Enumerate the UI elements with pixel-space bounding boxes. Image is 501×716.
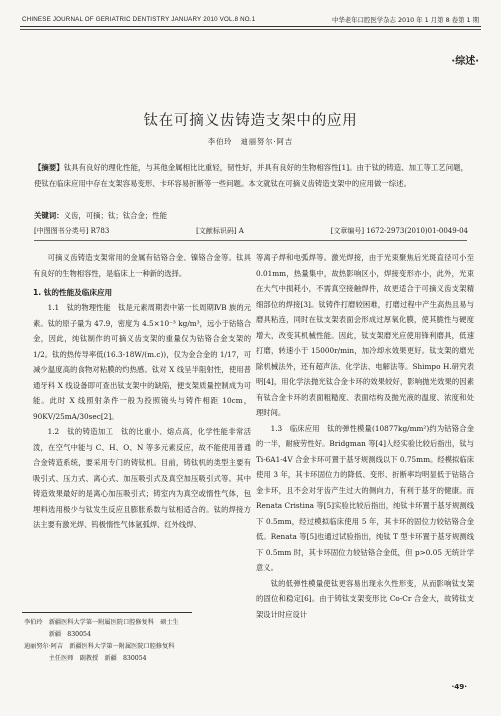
header-rule-thin <box>20 29 481 30</box>
classification-line <box>34 226 468 236</box>
footnote-line: 李伯玲 新疆医科大学第一附属医院口腔修复科 硕士生 <box>24 619 179 626</box>
keywords-text: 义齿，可摘；钛；钛合金；性能 <box>63 211 168 220</box>
clc-number: [中图图书分类号] R783 <box>34 227 110 235</box>
abstract-label: 【摘要】 <box>34 163 64 172</box>
section-heading-1: 1. 钛的性能及临床应用 <box>33 288 113 297</box>
abstract <box>34 160 468 191</box>
paragraph-casting: 1.2 钛的铸造加工 钛的比重小、熔点高，化学性能非常活泼，在空气中能与 C、H、O、N 等多元素反应，故不能使用普通合金铸造系统，要采用专门的铸钛机。目前，铸钛机的类型主要有吸引式、压力式、离心式、加压吸引式及真空加压吸引式等。其中铸造效果最好的是离心加压吸引式；铸室内为真空或惰性气体，包埋料选用极少与钛发生反应且膨胀系数与钛相适合的。钛的焊接方法主要有激光焊、钨极惰性气体氩弧焊、红外线焊、 <box>33 427 251 529</box>
article-title: 钛在可摘义齿铸造支架中的应用 <box>143 113 358 129</box>
keywords <box>34 210 167 221</box>
article-authors: 李伯玲 迪丽努尔·阿吉 <box>207 137 294 146</box>
footnote-line: 主任医师 副教授 新疆 830054 <box>24 655 147 662</box>
abstract-divider <box>34 240 467 241</box>
abstract-text: 钛具有良好的理化性能，与其他金属相比比重轻，韧性好，并具有良好的生物相容性[1]。由于钛的铸造、加工等工艺问题，使钛在临床应用中存在支架容易变形、卡环容易折断等一些问题。本文就钛在可摘义齿铸造支架中的应用做一综述。 <box>34 163 468 188</box>
document-code: [文献标识码] A <box>196 227 244 235</box>
left-column <box>33 250 251 533</box>
paragraph-modulus: 钛的低弹性模量使钛更容易出现永久性形变，从而影响钛支架的固位和稳定[6]。由于铸钛支架变形比 Co-Cr 合金大，故铸钛支架设计时应设计 <box>256 578 474 619</box>
footnote-line: 新疆 830054 <box>24 631 91 638</box>
section-tag: ·综述· <box>451 56 479 67</box>
journal-header-en: CHINESE JOURNAL OF GERIATRIC DENTISTRY JANUARY 2010 VOL.8 NO.1 <box>22 16 256 23</box>
right-column <box>256 250 474 622</box>
header-rule <box>20 26 481 27</box>
paragraph-welding: 等离子焊和电弧焊等。激光焊接，由于光束聚焦后光斑直径可小至 0.01mm，热量集中，故热影响区小，焊接变形亦小，此外，光束在大气中损耗小，不需真空接触焊件，故更适合于可摘义齿支架精细部位的焊接[3]。钛铸件打磨较困难，打磨过程中产生高热且易与磨具粘连，同时在钛支架表面会形成过厚氧化膜，使其脆性与硬度增大，改变其机械性能。因此，钛支架磨光应使用锋利磨具，低速打磨，转速小于 15000r/min，加冷却水效果更好。钛支架的磨光除机械法外，还有超声法、化学法、电解法等。Shimpo H.研究表明[4]，用化学法抛光钛合金卡环的效果较好，影响抛光效果的因素有钛合金卡环的表面粗糙度、表面结构及抛光液的温度、浓度和处理时间。 <box>256 253 474 417</box>
page-number: ·49· <box>451 682 467 691</box>
article-number: [文章编号] 1672-2973(2010)01-0049-04 <box>330 227 468 235</box>
intro-paragraph: 可摘义齿铸造支架常用的金属有钴铬合金、镍铬合金等。钛具有良好的生物相容性，是临床上一种新的选择。 <box>33 253 251 278</box>
paragraph-physical-properties: 1.1 钛的物理性能 钛是元素周期表中第一长周期ⅣB 族的元素。钛的原子量为 47.9，密度为 4.5×10⁻³ kg/m³，远小于钴铬合金，因此，纯钛制作的可摘义齿支架的重量仅为钴铬合金支架的 1/2。钛的热传导率低(16.3-18W/(m.c))，仅为金合金的 1/17，可减少温度高的食物对粘膜的灼热感。钛对 X 线呈半阻射性，使用普通牙科 X 线设备即可查出钛支架中的缺陷，便支架质量控制成为可能。此时 X 线照射条件一般为投照镜头与铸件相距 10cm，90KV/25mA/30sec[2]。 <box>33 303 251 421</box>
footnote-line: 迪丽努尔·阿吉 新疆医科大学第一附属医院口腔修复科 <box>24 643 175 650</box>
keywords-label: 关键词： <box>34 211 64 220</box>
journal-header-cn: 中华老年口腔医学杂志 2010 年 1 月第 8 卷第 1 期 <box>332 16 479 24</box>
paragraph-clinical: 1.3 临床应用 钛的弹性模量(10877kg/mm²)约为钴铬合金的一半，耐疲劳性好。Bridgman 等[4]人经实验比较后指出，钛与 Ti-6A1-4V 合金卡环可置于基牙规测线以下 0.75mm。经模拟临床使用 3 年，其卡环固位力的降低、变形、折断率均明显低于钴铬合金卡环，且不会对牙齿产生过大的侧向力，有利于基牙的健康。而 Renata Cristina 等[5]实验比较后指出，纯钛卡环置于基牙规测线下 0.5mm，经过模拟临床使用 5 年，其卡环的固位力较钴铬合金低。Renata 等[5]也通过试验指出，纯钛 T 型卡环置于基牙规测线下 0.5mm 时，其卡环固位力较钴铬合金低，但 p>0.05 无统计学意义。 <box>256 423 474 572</box>
footnote-rule <box>22 612 192 613</box>
author-footnotes <box>24 617 244 665</box>
